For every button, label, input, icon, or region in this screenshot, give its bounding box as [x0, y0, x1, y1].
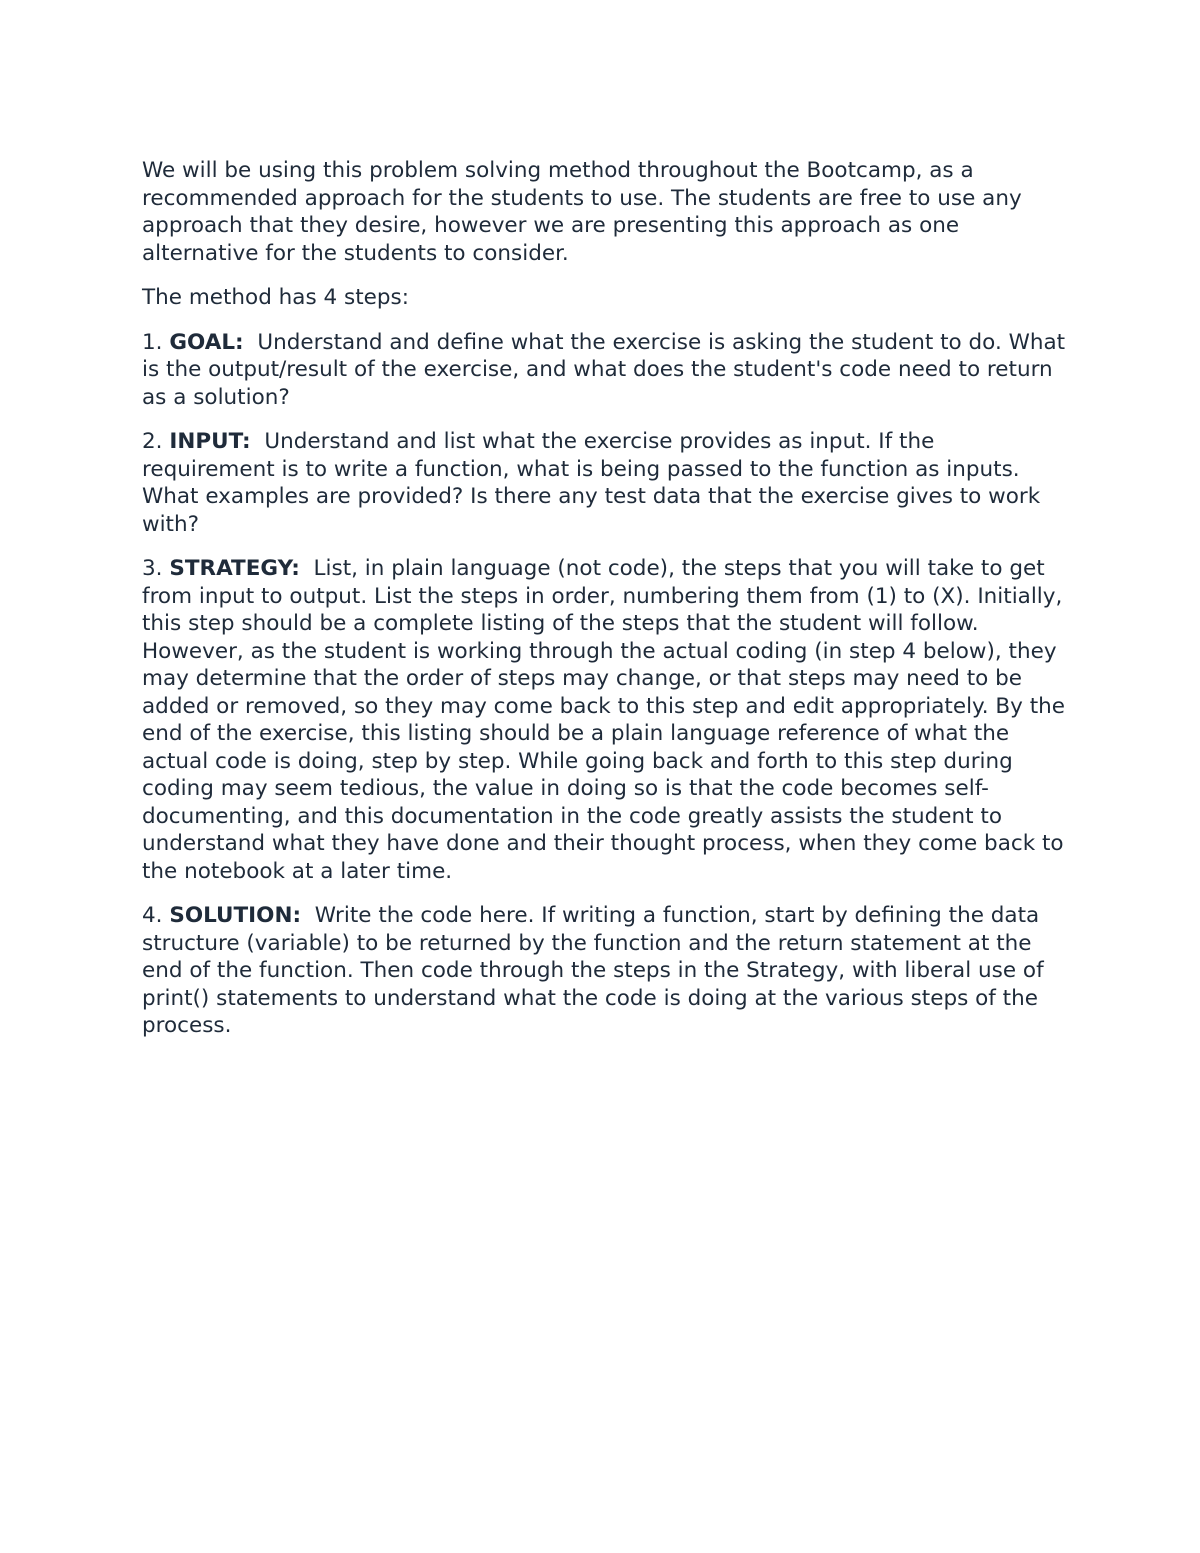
step-input — [142, 428, 1067, 538]
step-number: 3. — [142, 556, 163, 581]
intro-paragraph: We will be using this problem solving method throughout the Bootcamp, as a recommended approach for the students to use. The students are free to use any approach that they desire, however we are presenting this approach as one alternative for the students to consider. — [142, 158, 1022, 266]
method-heading: The method has 4 steps: — [142, 285, 409, 310]
step-number: 1. — [142, 329, 163, 355]
step-text: Understand and list what the exercise provides as input. If the requirement is to write a function, what is being passed to the function as inputs. What examples are provided? Is there any test data that the exercise gives to work with? — [142, 429, 1041, 537]
document-body — [142, 157, 1067, 1057]
step-goal — [142, 329, 1067, 412]
step-strategy — [142, 555, 1067, 885]
step-solution — [142, 902, 1067, 1040]
step-label-input: INPUT: — [169, 429, 251, 454]
step-text: Understand and define what the exercise is asking the student to do. What is the output/result of the exercise, and what does the student's code need to return as a solution? — [142, 329, 1066, 410]
step-number: 4. — [142, 903, 163, 928]
step-text: List, in plain language (not code), the steps that you will take to get from input to output. List the steps in order, numbering them from (1) to (X). Initially, this step should be a complete listing of the steps that the student will follow. However, as the student is working through the actual coding (in step 4 below), they may determine that the order of steps may change, or that steps may need to be added or removed, so they may come back to this step and edit appropriately. By the end of the exercise, this listing should be a plain language reference of what the actual code is doing, step by step. While going back and forth to this step during coding may seem tedious, the value in doing so is that the code becomes self-documenting, and this documentation in the code greatly assists the student to understand what they have done and their thought process, when they come back to the notebook at a later time. — [142, 556, 1065, 884]
step-label-solution: SOLUTION: — [169, 903, 302, 928]
step-number: 2. — [142, 429, 163, 454]
step-label-strategy: STRATEGY: — [169, 556, 300, 581]
step-label-goal: GOAL: — [169, 329, 244, 355]
step-text: Write the code here. If writing a function, start by defining the data structure (variable) to be returned by the function and the return statement at the end of the function. Then code through the steps in the Strategy, with liberal use of print() statements to understand what the code is doing at the various steps of the process. — [142, 903, 1044, 1038]
